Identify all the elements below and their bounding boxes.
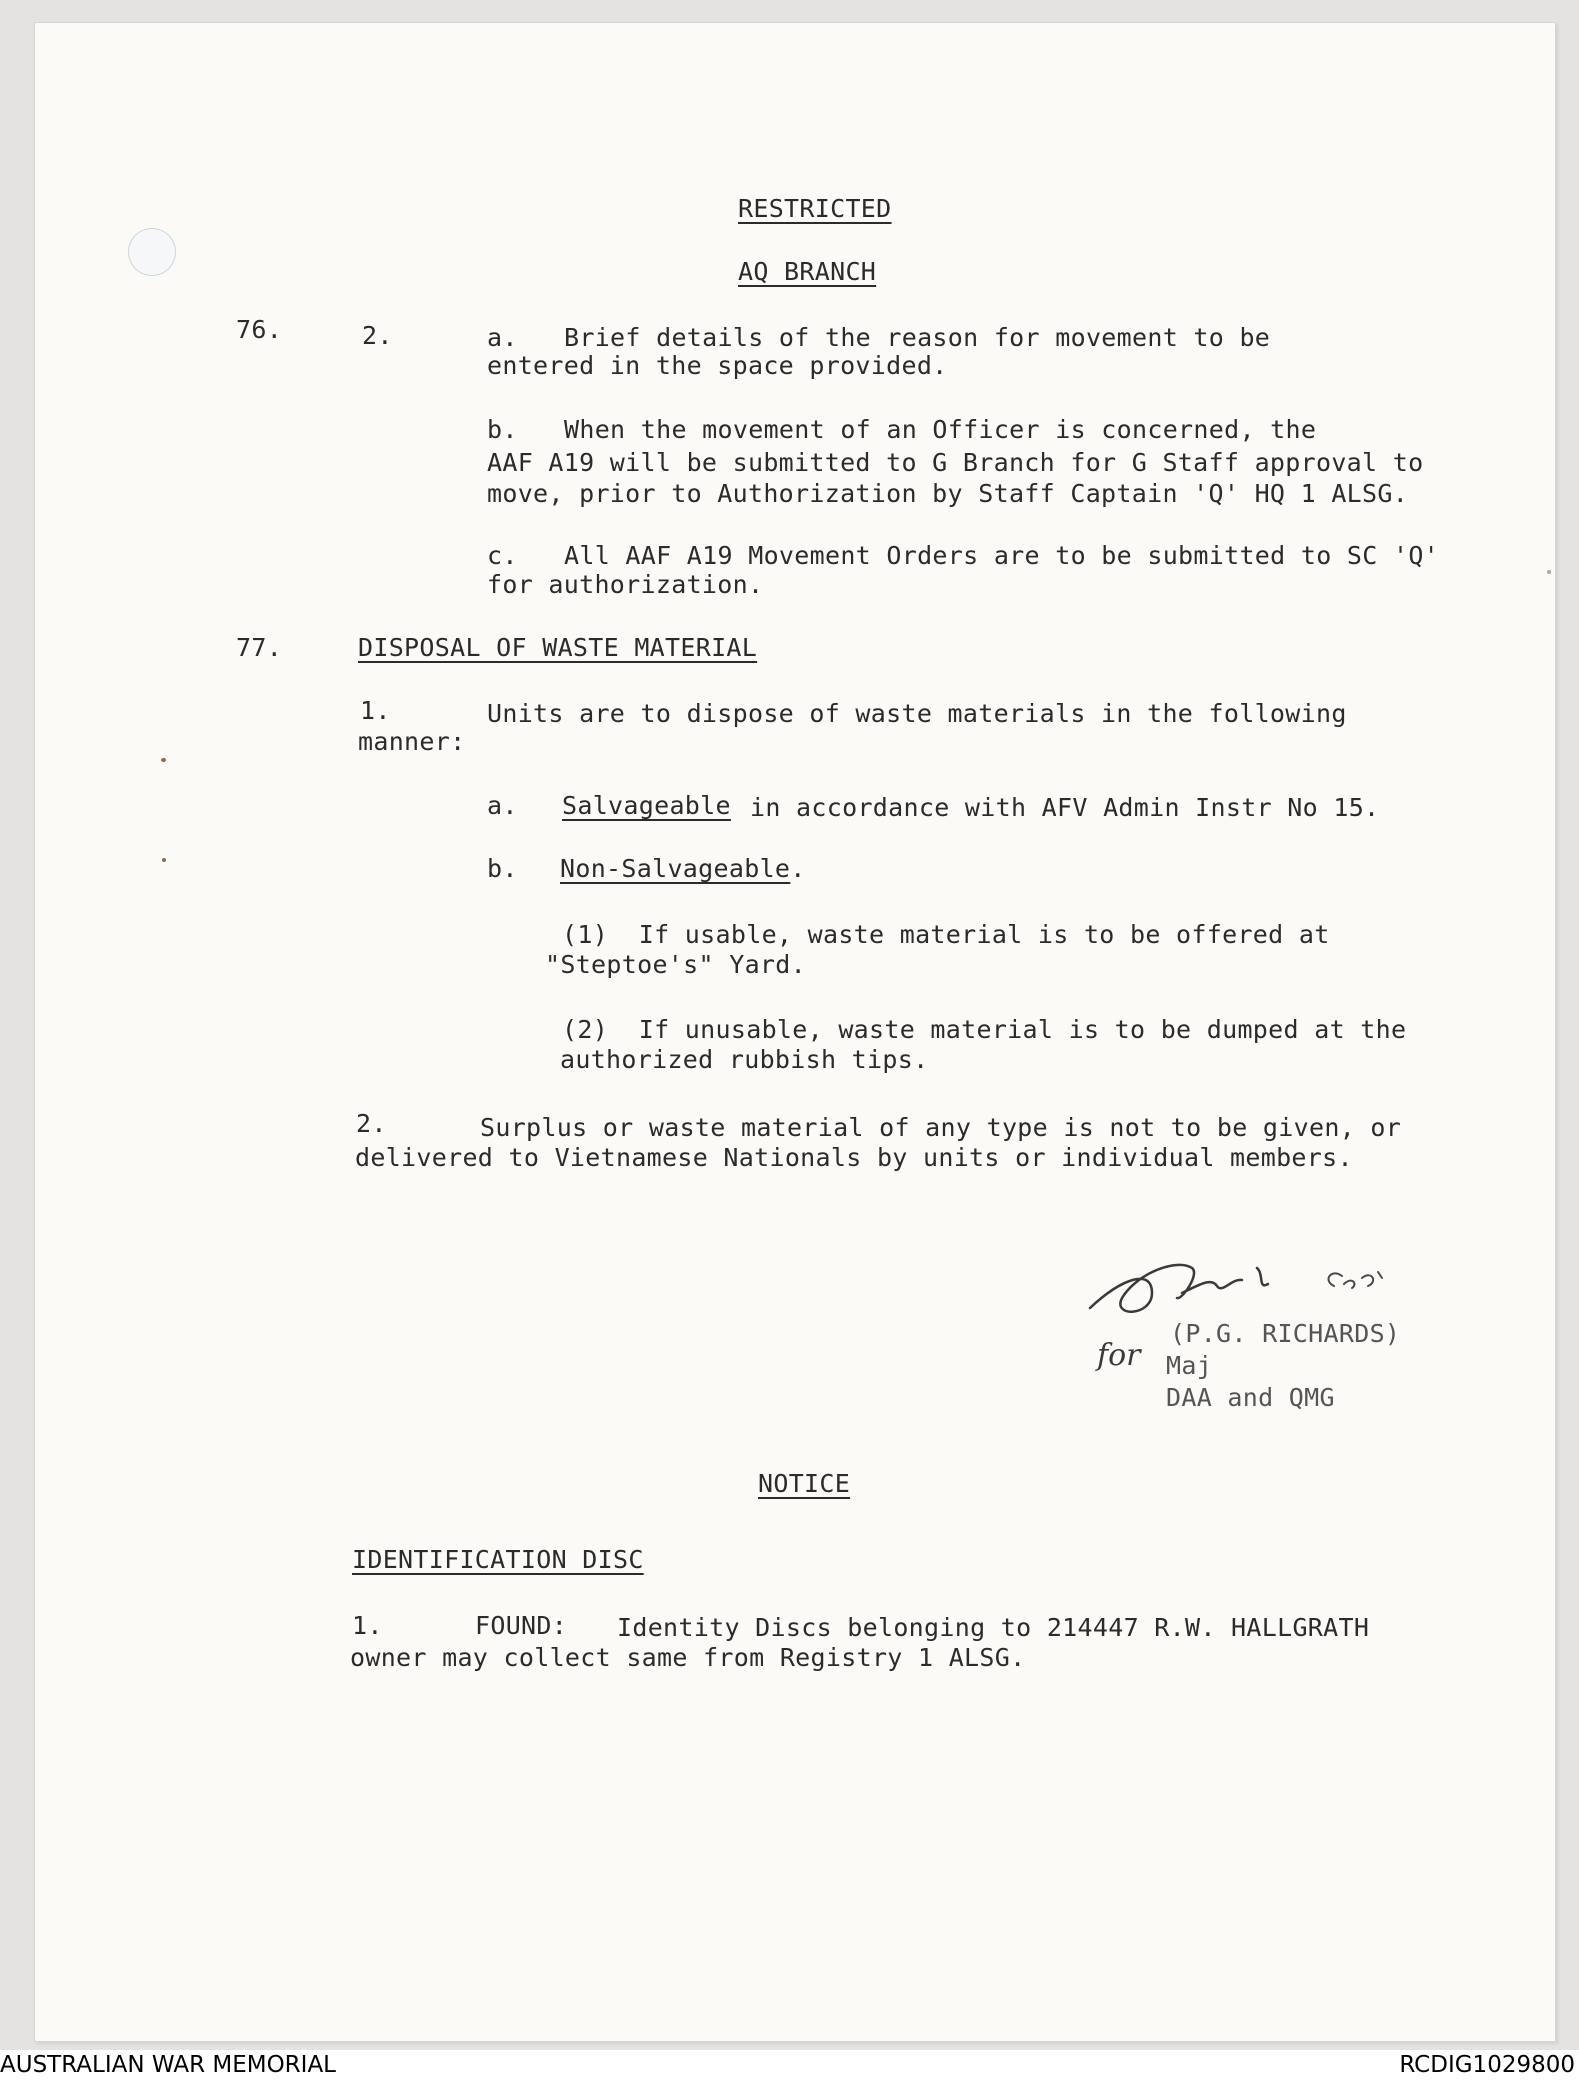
signature-name: (P.G. RICHARDS): [1170, 1319, 1401, 1348]
para76-b-line1: When the movement of an Officer is concerned, the: [564, 415, 1317, 444]
notice-p1-number: 1.: [352, 1611, 383, 1640]
para76-number: 76.: [236, 315, 283, 344]
notice-title: NOTICE: [758, 1469, 851, 1498]
para76-c-letter: c.: [487, 541, 518, 570]
para77-b-letter: b.: [487, 854, 518, 883]
para77-p1-line2: manner:: [358, 727, 466, 756]
para76-a-line1: Brief details of the reason for movement to be: [564, 323, 1271, 352]
para77-sub2-line2: authorized rubbish tips.: [560, 1045, 929, 1074]
notice-p1-line1: Identity Discs belonging to 214447 R.W. HALLGRATH: [617, 1613, 1370, 1642]
para76-c-line2: for authorization.: [487, 570, 764, 599]
para77-sub1-line2: "Steptoe's" Yard.: [545, 950, 806, 979]
paper-speck: [161, 758, 166, 762]
branch-heading: AQ BRANCH: [738, 257, 877, 286]
para77-b-heading: [560, 853, 806, 884]
para77-sub2-line1: (2) If unusable, waste material is to be dumped at the: [562, 1015, 1407, 1044]
footer-institution: AUSTRALIAN WAR MEMORIAL: [0, 2052, 336, 2078]
para76-a-letter: a.: [487, 323, 518, 352]
para77-p1-line1: Units are to dispose of waste materials in the following: [487, 699, 1347, 728]
para77-a-label: Salvageable: [562, 791, 731, 820]
paper-speck: [162, 858, 166, 862]
para77-sub1-line1: (1) If usable, waste material is to be offered at: [562, 920, 1330, 949]
para77-a-letter: a.: [487, 791, 518, 820]
para77-p2-number: 2.: [356, 1109, 387, 1138]
para77-heading: DISPOSAL OF WASTE MATERIAL: [358, 633, 758, 662]
signature-title: DAA and QMG: [1166, 1383, 1335, 1412]
para77-number: 77.: [236, 633, 283, 662]
para77-b-label: Non-Salvageable: [560, 854, 791, 883]
notice-p1-lead: FOUND:: [475, 1611, 568, 1640]
para76-sub-number: 2.: [362, 321, 393, 350]
para77-a-text: in accordance with AFV Admin Instr No 15.: [750, 793, 1380, 822]
para76-b-letter: b.: [487, 415, 518, 444]
para77-p2-line1: Surplus or waste material of any type is not to be given, or: [480, 1113, 1402, 1142]
para76-b-line2: AAF A19 will be submitted to G Branch for G Staff approval to: [487, 448, 1424, 477]
signature-for-mark: for: [1097, 1338, 1141, 1373]
para77-b-period: .: [790, 854, 806, 883]
notice-p1-line2: owner may collect same from Registry 1 ALSG.: [350, 1643, 1026, 1672]
notice-heading: IDENTIFICATION DISC: [352, 1545, 644, 1574]
classification-heading: RESTRICTED: [738, 194, 892, 223]
para77-p2-line2: delivered to Vietnamese Nationals by units or individual members.: [355, 1143, 1353, 1172]
para76-a-line2: entered in the space provided.: [487, 351, 948, 380]
punch-hole: [128, 228, 176, 276]
signature-handwriting: [1170, 1268, 1337, 1293]
para76-b-line3: move, prior to Authorization by Staff Captain 'Q' HQ 1 ALSG.: [487, 479, 1409, 508]
paper-speck: [1547, 570, 1551, 574]
para76-c-line1: All AAF A19 Movement Orders are to be submitted to SC 'Q': [564, 541, 1440, 570]
signature-rank: Maj: [1166, 1351, 1213, 1380]
footer-record-id: RCDIG1029800: [1399, 2052, 1575, 2078]
para77-p1-number: 1.: [360, 696, 391, 725]
